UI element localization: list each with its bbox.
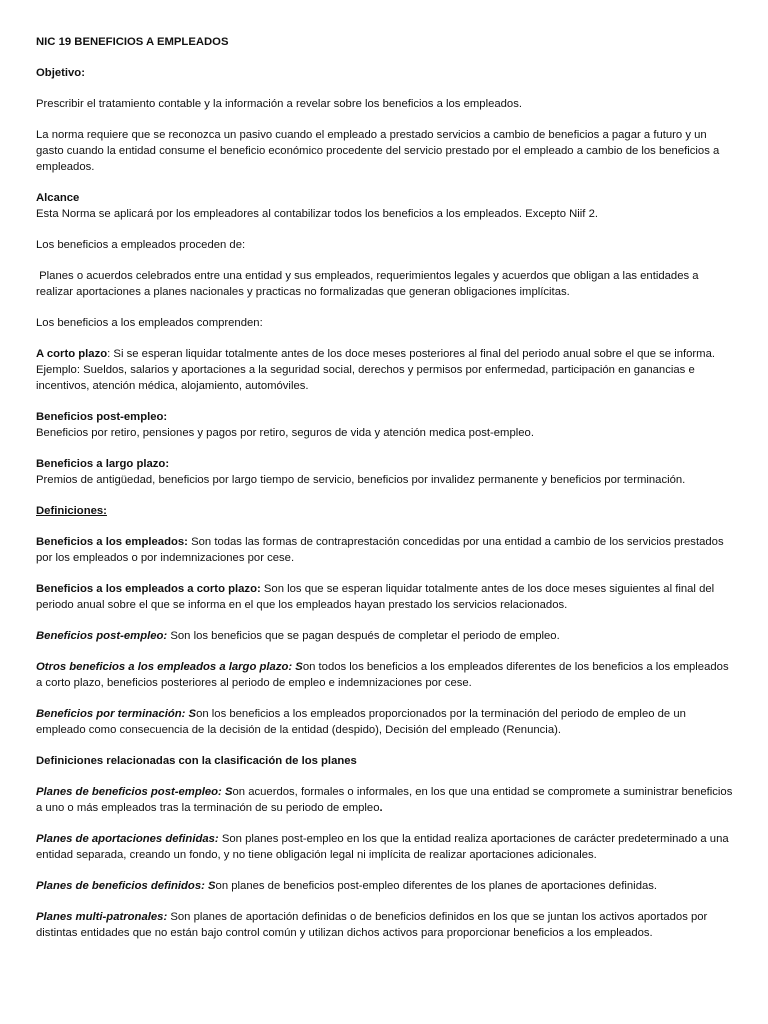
proceden-paragraph: Los beneficios a empleados proceden de:	[36, 239, 246, 251]
definition-item	[36, 628, 734, 644]
alcance-section	[36, 190, 734, 222]
post-empleo-section	[36, 409, 734, 441]
definition-term: Beneficios a los empleados:	[36, 536, 188, 548]
definition-term: Beneficios a los empleados a corto plazo:	[36, 583, 261, 595]
definition-item	[36, 706, 734, 738]
plan-definition-item	[36, 831, 734, 863]
plan-term: Planes de beneficios definidos: S	[36, 880, 216, 892]
post-empleo-text: Beneficios por retiro, pensiones y pagos por retiro, seguros de vida y atención medica post-empleo.	[36, 427, 534, 439]
objetivo-paragraph: Prescribir el tratamiento contable y la información a revelar sobre los beneficios a los empleados.	[36, 98, 523, 110]
definition-text: Son los que se esperan liquidar totalmente antes de los doce meses siguientes al final del periodo anual sobre el que se informa en el que los empleados hayan prestado los servicios relacionados.	[36, 583, 715, 611]
plan-text: Son planes de aportación definidas o de beneficios definidos en los que se juntan los activos aportados por distintas entidades que no están bajo control común y utilizan dichos activos para proporcionar beneficios a los empleados.	[36, 911, 708, 939]
definiciones-heading: Definiciones:	[36, 505, 107, 517]
definition-item	[36, 534, 734, 566]
plan-text: Son planes post-empleo en los que la entidad realiza aportaciones de carácter predeterminado a una entidad separada, creando un fondo, y no tiene obligación legal ni implícita de realizar aportaciones adicionales.	[36, 833, 729, 861]
plan-term: Planes de aportaciones definidas:	[36, 833, 219, 845]
plan-text: on acuerdos, formales o informales, en los que una entidad se compromete a suministrar beneficios a uno o más empleados tras la terminación de su periodo de empleo	[36, 786, 733, 814]
definition-item	[36, 659, 734, 691]
largo-plazo-section	[36, 456, 734, 488]
definition-text: on los beneficios a los empleados proporcionados por la terminación del periodo de empleo de un empleado como consecuencia de la decisión de la entidad (despido), Decisión del empleado (Renuncia).	[36, 708, 686, 736]
plan-text: on planes de beneficios post-empleo diferentes de los planes de aportaciones definidas.	[215, 880, 658, 892]
planes-paragraph: Planes o acuerdos celebrados entre una entidad y sus empleados, requerimientos legales y acuerdos que obligan a las entidades a realizar aportaciones a planes nacionales y practicas no formalizadas que generan obligaciones implícitas.	[36, 270, 702, 298]
plan-term: Planes de beneficios post-empleo: S	[36, 786, 233, 798]
objetivo-heading: Objetivo:	[36, 67, 85, 79]
corto-plazo-text: : Si se esperan liquidar totalmente antes de los doce meses posteriores al final del periodo anual sobre el que se informa. Ejemplo: Sueldos, salarios y aportaciones a la seguridad social, derechos y permisos por enfermedad, participación en ganancias e incentivos, atención médica, alojamiento, automóviles.	[36, 348, 716, 392]
clasificacion-heading: Definiciones relacionadas con la clasificación de los planes	[36, 755, 357, 767]
norma-paragraph: La norma requiere que se reconozca un pasivo cuando el empleado a prestado servicios a cambio de beneficios a pagar a futuro y un gasto cuando la entidad consume el beneficio económico procedente del servicio prestado por el empleado a cambio de los beneficios a empleados.	[36, 129, 720, 173]
corto-plazo-label: A corto plazo	[36, 348, 108, 360]
plan-term: Planes multi-patronales:	[36, 911, 168, 923]
largo-plazo-text: Premios de antigüedad, beneficios por largo tiempo de servicio, beneficios por invalidez permanente y beneficios por terminación.	[36, 474, 686, 486]
plan-text-end: .	[379, 802, 383, 814]
comprenden-paragraph: Los beneficios a los empleados comprenden:	[36, 317, 263, 329]
document-page	[36, 34, 734, 956]
definition-term: Beneficios por terminación: S	[36, 708, 197, 720]
definition-term: Otros beneficios a los empleados a largo plazo: S	[36, 661, 303, 673]
definition-text: Son todas las formas de contraprestación concedidas por una entidad a cambio de los servicios prestados por los empleados o por indemnizaciones por cese.	[36, 536, 724, 564]
alcance-heading: Alcance	[36, 192, 80, 204]
largo-plazo-heading: Beneficios a largo plazo:	[36, 458, 170, 470]
plan-definition-item	[36, 909, 734, 941]
definition-term: Beneficios post-empleo:	[36, 630, 168, 642]
document-title: NIC 19 BENEFICIOS A EMPLEADOS	[36, 36, 229, 48]
plan-definition-item	[36, 878, 734, 894]
definition-text: on todos los beneficios a los empleados diferentes de los beneficios a los empleados a corto plazo, beneficios posteriores al periodo de empleo e indemnizaciones por cese.	[36, 661, 729, 689]
corto-plazo-paragraph	[36, 346, 734, 394]
alcance-paragraph: Esta Norma se aplicará por los empleadores al contabilizar todos los beneficios a los empleados. Excepto Niif 2.	[36, 208, 598, 220]
post-empleo-heading: Beneficios post-empleo:	[36, 411, 168, 423]
plan-definition-item	[36, 784, 734, 816]
definition-item	[36, 581, 734, 613]
definition-text: Son los beneficios que se pagan después de completar el periodo de empleo.	[167, 630, 560, 642]
